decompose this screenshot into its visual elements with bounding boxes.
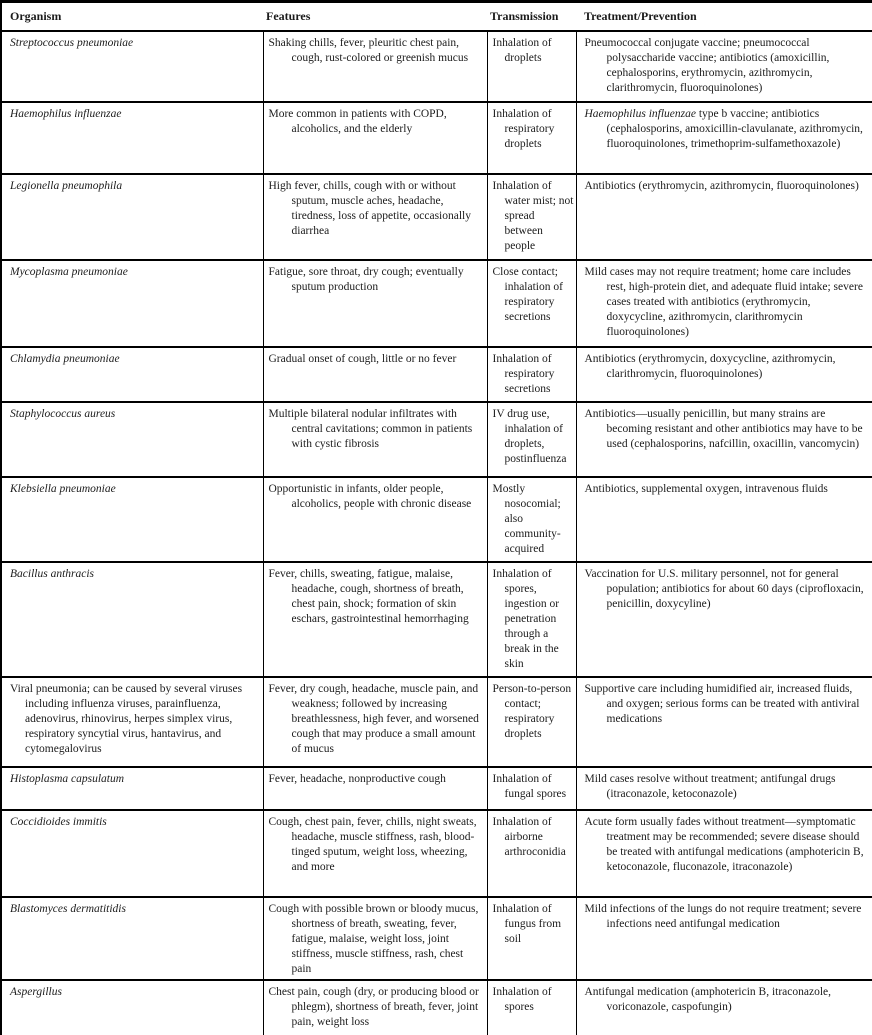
treatment-cell: Mild cases may not require treatment; home care includes rest, high-protein diet, and adequate fluid intake; severe cases treated with antibiotics (erythromycin, doxycycline, azithromycin, clarithromycin fluoroquinolones) [576, 260, 872, 347]
column-header-organism: Organism [1, 2, 263, 31]
treatment-cell: Supportive care including humidified air, increased fluids, and oxygen; serious forms can be treated with antiviral medications [576, 677, 872, 767]
features-cell: Cough with possible brown or bloody mucus, shortness of breath, sweating, fever, fatigue, malaise, weight loss, joint stiffness, muscle stiffness, rash, chest pain [263, 897, 487, 980]
table-row [1, 31, 872, 102]
table-row [1, 174, 872, 260]
features-cell: Fever, dry cough, headache, muscle pain, and weakness; followed by increasing breathlessness, high fever, and worsened cough that may produce a small amount of mucus [263, 677, 487, 767]
organism-cell: Bacillus anthracis [1, 562, 263, 677]
treatment-cell: Antifungal medication (amphotericin B, itraconazole, voriconazole, caspofungin) [576, 980, 872, 1035]
features-cell: Fever, headache, nonproductive cough [263, 767, 487, 810]
transmission-cell: Inhalation of spores [487, 980, 576, 1035]
column-header-transmission: Transmission [487, 2, 576, 31]
treatment-text: type b vaccine; antibiotics (cephalosporins, amoxicillin-clavulanate, azithromycin, fluoroquinolones, trimethoprim-sulfamethoxazole) [606, 107, 863, 150]
features-cell: More common in patients with COPD, alcoholics, and the elderly [263, 102, 487, 174]
treatment-cell: Antibiotics—usually penicillin, but many strains are becoming resistant and other antibiotics may have to be used (cephalosporins, nafcillin, oxacillin, vancomycin) [576, 402, 872, 477]
organism-cell: Coccidioides immitis [1, 810, 263, 897]
table-row [1, 402, 872, 477]
transmission-cell: IV drug use, inhalation of droplets, postinfluenza [487, 402, 576, 477]
features-cell: Opportunistic in infants, older people, alcoholics, people with chronic disease [263, 477, 487, 562]
features-cell: Fatigue, sore throat, dry cough; eventually sputum production [263, 260, 487, 347]
features-cell: High fever, chills, cough with or without sputum, muscle aches, headache, tiredness, loss of appetite, occasionally diarrhea [263, 174, 487, 260]
transmission-cell: Inhalation of fungus from soil [487, 897, 576, 980]
table-row [1, 810, 872, 897]
treatment-cell [576, 102, 872, 174]
organism-cell: Mycoplasma pneumoniae [1, 260, 263, 347]
transmission-cell: Inhalation of droplets [487, 31, 576, 102]
transmission-cell: Inhalation of respiratory droplets [487, 102, 576, 174]
table-header-row [1, 2, 872, 31]
treatment-cell: Mild cases resolve without treatment; antifungal drugs (itraconazole, ketoconazole) [576, 767, 872, 810]
organism-cell: Legionella pneumophila [1, 174, 263, 260]
organism-cell: Streptococcus pneumoniae [1, 31, 263, 102]
transmission-cell: Close contact; inhalation of respiratory secretions [487, 260, 576, 347]
treatment-cell: Antibiotics, supplemental oxygen, intravenous fluids [576, 477, 872, 562]
organism-cell: Histoplasma capsulatum [1, 767, 263, 810]
organism-cell: Klebsiella pneumoniae [1, 477, 263, 562]
table-row [1, 102, 872, 174]
features-cell: Shaking chills, fever, pleuritic chest pain, cough, rust-colored or greenish mucus [263, 31, 487, 102]
treatment-italic-name: Haemophilus influenzae [584, 107, 696, 120]
transmission-cell: Inhalation of airborne arthroconidia [487, 810, 576, 897]
table-row [1, 347, 872, 402]
treatment-cell: Antibiotics (erythromycin, azithromycin, fluoroquinolones) [576, 174, 872, 260]
table-row [1, 477, 872, 562]
table-row [1, 260, 872, 347]
organism-cell: Blastomyces dermatitidis [1, 897, 263, 980]
column-header-features: Features [263, 2, 487, 31]
treatment-cell: Vaccination for U.S. military personnel, not for general population; antibiotics for about 60 days (ciprofloxacin, penicillin, doxycyline) [576, 562, 872, 677]
features-cell: Multiple bilateral nodular infiltrates with central cavitations; common in patients with cystic fibrosis [263, 402, 487, 477]
table-row [1, 980, 872, 1035]
transmission-cell: Inhalation of spores, ingestion or penetration through a break in the skin [487, 562, 576, 677]
treatment-cell: Acute form usually fades without treatment—symptomatic treatment may be recommended; severe disease should be treated with antifungal medications (amphotericin B, ketoconazole, fluconazole, itraconazole) [576, 810, 872, 897]
features-cell: Gradual onset of cough, little or no fever [263, 347, 487, 402]
organism-cell: Aspergillus [1, 980, 263, 1035]
transmission-cell: Mostly nosocomial; also community-acquired [487, 477, 576, 562]
column-header-treatment: Treatment/Prevention [576, 2, 872, 31]
features-cell: Fever, chills, sweating, fatigue, malaise, headache, cough, shortness of breath, chest pain, shock; formation of skin eschars, gastrointestinal hemorrhaging [263, 562, 487, 677]
treatment-cell: Antibiotics (erythromycin, doxycycline, azithromycin, clarithromycin, fluoroquinolones) [576, 347, 872, 402]
features-cell: Cough, chest pain, fever, chills, night sweats, headache, muscle stiffness, rash, blood-tinged sputum, weight loss, wheezing, and more [263, 810, 487, 897]
features-cell: Chest pain, cough (dry, or producing blood or phlegm), shortness of breath, fever, joint pain, weight loss [263, 980, 487, 1035]
treatment-cell: Pneumococcal conjugate vaccine; pneumococcal polysaccharide vaccine; antibiotics (amoxicillin, cephalosporins, erythromycin, azithromycin, clarithromycin, fluoroquinolones) [576, 31, 872, 102]
organism-cell: Viral pneumonia; can be caused by several viruses including influenza viruses, parainfluenza, adenovirus, rhinovirus, herpes simplex virus, respiratory syncytial virus, hantavirus, and cytomegalovirus [1, 677, 263, 767]
organism-cell: Haemophilus influenzae [1, 102, 263, 174]
transmission-cell: Inhalation of water mist; not spread between people [487, 174, 576, 260]
transmission-cell: Person-to-person contact; respiratory droplets [487, 677, 576, 767]
organism-cell: Chlamydia pneumoniae [1, 347, 263, 402]
treatment-cell: Mild infections of the lungs do not require treatment; severe infections need antifungal medication [576, 897, 872, 980]
organism-cell: Staphylococcus aureus [1, 402, 263, 477]
transmission-cell: Inhalation of respiratory secretions [487, 347, 576, 402]
table-row [1, 562, 872, 677]
transmission-cell: Inhalation of fungal spores [487, 767, 576, 810]
table-row [1, 897, 872, 980]
table-row [1, 677, 872, 767]
table-row [1, 767, 872, 810]
